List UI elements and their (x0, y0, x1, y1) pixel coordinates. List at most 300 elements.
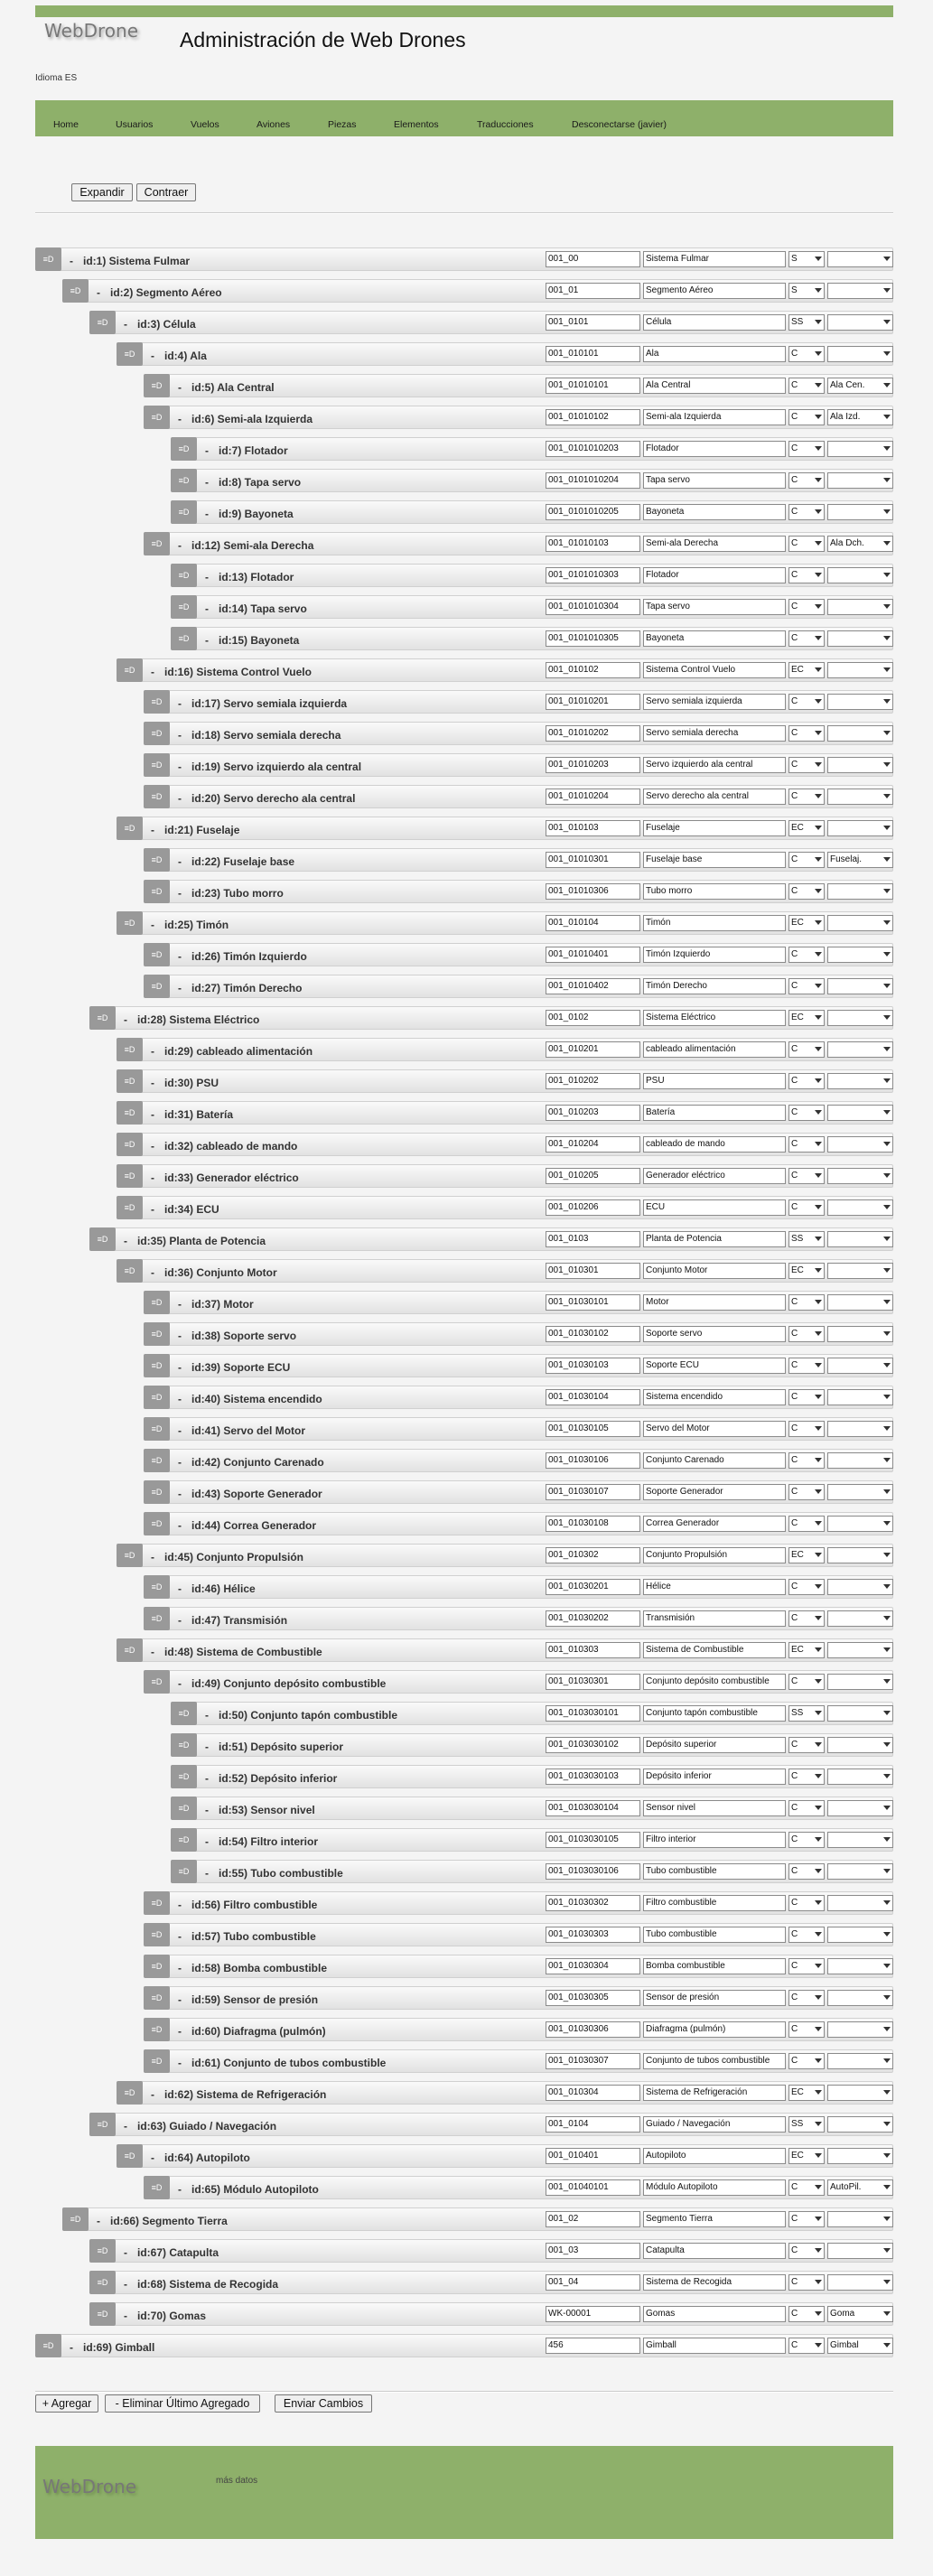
drag-handle-icon[interactable]: ≡D (144, 1354, 170, 1377)
collapse-toggle[interactable]: - (178, 1424, 182, 1437)
type-select[interactable] (788, 1800, 825, 1816)
name-input[interactable]: Célula (643, 314, 786, 331)
code-input[interactable]: 001_010301 (546, 1263, 640, 1279)
drag-handle-icon[interactable]: ≡D (117, 658, 143, 682)
drag-handle-icon[interactable]: ≡D (144, 785, 170, 808)
collapse-toggle[interactable]: - (124, 2278, 127, 2291)
code-input[interactable]: 001_010203 (546, 1105, 640, 1121)
name-input[interactable]: Semi-ala Derecha (643, 536, 786, 552)
collapse-toggle[interactable]: - (124, 2310, 127, 2322)
type-select[interactable] (788, 1294, 825, 1311)
collapse-toggle[interactable]: - (205, 1867, 209, 1880)
drag-handle-icon[interactable]: ≡D (144, 1449, 170, 1472)
category-select[interactable] (827, 2053, 893, 2069)
drag-handle-icon[interactable]: ≡D (171, 500, 197, 524)
type-select[interactable] (788, 2306, 825, 2322)
type-select[interactable] (788, 314, 825, 331)
type-select[interactable] (788, 567, 825, 583)
type-select[interactable] (788, 883, 825, 900)
name-input[interactable]: Soporte servo (643, 1326, 786, 1342)
drag-handle-icon[interactable]: ≡D (144, 1575, 170, 1599)
type-select[interactable] (788, 852, 825, 868)
nav-vuelos[interactable]: Vuelos (191, 119, 219, 130)
type-select[interactable] (788, 2338, 825, 2354)
name-input[interactable]: Sistema Fulmar (643, 251, 786, 267)
collapse-toggle[interactable]: - (178, 1330, 182, 1342)
code-input[interactable]: 001_0101010304 (546, 599, 640, 615)
category-select[interactable] (827, 2148, 893, 2164)
category-select[interactable] (827, 820, 893, 836)
name-input[interactable]: Tapa servo (643, 472, 786, 489)
type-select[interactable] (788, 1231, 825, 1247)
collapse-toggle[interactable]: - (178, 729, 182, 742)
category-select[interactable] (827, 1579, 893, 1595)
name-input[interactable]: Servo del Motor (643, 1421, 786, 1437)
collapse-toggle[interactable]: - (178, 1899, 182, 1911)
category-select[interactable] (827, 536, 893, 552)
category-select[interactable] (827, 630, 893, 647)
name-input[interactable]: Sensor de presión (643, 1990, 786, 2006)
drag-handle-icon[interactable]: ≡D (144, 1955, 170, 1978)
type-select[interactable] (788, 1199, 825, 1216)
name-input[interactable]: Conjunto Carenado (643, 1452, 786, 1469)
type-select[interactable] (788, 2211, 825, 2227)
category-select[interactable] (827, 1674, 893, 1690)
collapse-toggle[interactable]: - (151, 919, 154, 931)
code-input[interactable]: 001_010202 (546, 1073, 640, 1089)
code-input[interactable]: 001_010303 (546, 1642, 640, 1658)
collapse-toggle[interactable]: - (178, 697, 182, 710)
drag-handle-icon[interactable]: ≡D (171, 627, 197, 650)
type-select[interactable] (788, 1452, 825, 1469)
code-input[interactable]: 001_0103030102 (546, 1737, 640, 1753)
category-select[interactable] (827, 251, 893, 267)
category-select[interactable] (827, 2338, 893, 2354)
name-input[interactable]: Ala Central (643, 378, 786, 394)
drag-handle-icon[interactable]: ≡D (89, 1006, 116, 1030)
drag-handle-icon[interactable]: ≡D (144, 2018, 170, 2041)
type-select[interactable] (788, 472, 825, 489)
drag-handle-icon[interactable]: ≡D (144, 1417, 170, 1441)
drag-handle-icon[interactable]: ≡D (144, 1386, 170, 1409)
type-select[interactable] (788, 2179, 825, 2196)
code-input[interactable]: 001_0101 (546, 314, 640, 331)
type-select[interactable] (788, 1642, 825, 1658)
collapse-toggle[interactable]: - (178, 1361, 182, 1374)
category-select[interactable] (827, 1642, 893, 1658)
collapse-toggle[interactable]: - (205, 508, 209, 520)
drag-handle-icon[interactable]: ≡D (62, 2207, 89, 2231)
type-select[interactable] (788, 1579, 825, 1595)
type-select[interactable] (788, 1958, 825, 1974)
type-select[interactable] (788, 2274, 825, 2291)
category-select[interactable] (827, 314, 893, 331)
collapse-toggle[interactable]: - (124, 2120, 127, 2133)
category-select[interactable] (827, 1294, 893, 1311)
drag-handle-icon[interactable]: ≡D (89, 2113, 116, 2136)
type-select[interactable] (788, 1073, 825, 1089)
name-input[interactable]: Bayoneta (643, 630, 786, 647)
drag-handle-icon[interactable]: ≡D (117, 911, 143, 935)
nav-aviones[interactable]: Aviones (257, 119, 291, 130)
category-select[interactable] (827, 378, 893, 394)
type-select[interactable] (788, 725, 825, 742)
drag-handle-icon[interactable]: ≡D (117, 1638, 143, 1662)
collapse-toggle[interactable]: - (205, 476, 209, 489)
type-select[interactable] (788, 1136, 825, 1153)
collapse-toggle[interactable]: - (178, 1488, 182, 1500)
collapse-toggle[interactable]: - (151, 2088, 154, 2101)
collapse-toggle[interactable]: - (178, 381, 182, 394)
drag-handle-icon[interactable]: ≡D (117, 1133, 143, 1156)
code-input[interactable]: 001_0103030104 (546, 1800, 640, 1816)
collapse-toggle[interactable]: - (205, 1709, 209, 1722)
name-input[interactable]: Conjunto Propulsión (643, 1547, 786, 1563)
name-input[interactable]: Depósito inferior (643, 1769, 786, 1785)
code-input[interactable]: 001_04 (546, 2274, 640, 2291)
category-select[interactable] (827, 2211, 893, 2227)
drag-handle-icon[interactable]: ≡D (117, 817, 143, 840)
category-select[interactable] (827, 694, 893, 710)
collapse-toggle[interactable]: - (205, 571, 209, 583)
category-select[interactable] (827, 1073, 893, 1089)
drag-handle-icon[interactable]: ≡D (171, 564, 197, 587)
type-select[interactable] (788, 441, 825, 457)
type-select[interactable] (788, 1737, 825, 1753)
drag-handle-icon[interactable]: ≡D (35, 2334, 61, 2357)
code-input[interactable]: 001_010102 (546, 662, 640, 678)
name-input[interactable]: Bayoneta (643, 504, 786, 520)
drag-handle-icon[interactable]: ≡D (171, 1765, 197, 1788)
name-input[interactable]: ECU (643, 1199, 786, 1216)
drag-handle-icon[interactable]: ≡D (171, 469, 197, 492)
collapse-toggle[interactable]: - (151, 2151, 154, 2164)
name-input[interactable]: Filtro combustible (643, 1895, 786, 1911)
type-select[interactable] (788, 1610, 825, 1627)
category-select[interactable] (827, 1263, 893, 1279)
name-input[interactable]: cableado alimentación (643, 1041, 786, 1058)
code-input[interactable]: 001_010302 (546, 1547, 640, 1563)
category-select[interactable] (827, 1547, 893, 1563)
type-select[interactable] (788, 1041, 825, 1058)
collapse-toggle[interactable]: - (178, 1677, 182, 1690)
code-input[interactable]: 001_01030305 (546, 1990, 640, 2006)
type-select[interactable] (788, 504, 825, 520)
code-input[interactable]: 001_01030306 (546, 2021, 640, 2038)
category-select[interactable] (827, 1389, 893, 1405)
category-select[interactable] (827, 852, 893, 868)
drag-handle-icon[interactable]: ≡D (144, 1607, 170, 1630)
category-select[interactable] (827, 1484, 893, 1500)
collapse-toggle[interactable]: - (178, 1614, 182, 1627)
category-select[interactable] (827, 1010, 893, 1026)
type-select[interactable] (788, 820, 825, 836)
code-input[interactable]: 001_0101010305 (546, 630, 640, 647)
name-input[interactable]: Timón Izquierdo (643, 947, 786, 963)
drag-handle-icon[interactable]: ≡D (144, 1670, 170, 1694)
type-select[interactable] (788, 2148, 825, 2164)
type-select[interactable] (788, 1895, 825, 1911)
name-input[interactable]: Soporte Generador (643, 1484, 786, 1500)
type-select[interactable] (788, 1389, 825, 1405)
name-input[interactable]: Sensor nivel (643, 1800, 786, 1816)
category-select[interactable] (827, 1136, 893, 1153)
code-input[interactable]: 001_01010102 (546, 409, 640, 425)
collapse-toggle[interactable]: - (70, 2341, 73, 2354)
drag-handle-icon[interactable]: ≡D (144, 1923, 170, 1946)
nav-home[interactable]: Home (53, 119, 79, 130)
collapse-toggle[interactable]: - (205, 602, 209, 615)
type-select[interactable] (788, 1358, 825, 1374)
name-input[interactable]: Bomba combustible (643, 1958, 786, 1974)
type-select[interactable] (788, 2243, 825, 2259)
code-input[interactable]: 001_01030101 (546, 1294, 640, 1311)
drag-handle-icon[interactable]: ≡D (117, 2081, 143, 2105)
type-select[interactable] (788, 694, 825, 710)
name-input[interactable]: Motor (643, 1294, 786, 1311)
drag-handle-icon[interactable]: ≡D (117, 1069, 143, 1093)
category-select[interactable] (827, 1168, 893, 1184)
collapse-toggle[interactable]: - (178, 539, 182, 552)
category-select[interactable] (827, 599, 893, 615)
code-input[interactable]: 001_01030304 (546, 1958, 640, 1974)
category-select[interactable] (827, 1895, 893, 1911)
name-input[interactable]: PSU (643, 1073, 786, 1089)
category-select[interactable] (827, 2179, 893, 2196)
name-input[interactable]: cableado de mando (643, 1136, 786, 1153)
drag-handle-icon[interactable]: ≡D (117, 342, 143, 366)
name-input[interactable]: Módulo Autopiloto (643, 2179, 786, 2196)
category-select[interactable] (827, 1105, 893, 1121)
drag-handle-icon[interactable]: ≡D (144, 1480, 170, 1504)
name-input[interactable]: Sistema de Recogida (643, 2274, 786, 2291)
code-input[interactable]: 001_01030301 (546, 1674, 640, 1690)
drag-handle-icon[interactable]: ≡D (144, 753, 170, 777)
drag-handle-icon[interactable]: ≡D (89, 311, 116, 334)
drag-handle-icon[interactable]: ≡D (62, 279, 89, 303)
drag-handle-icon[interactable]: ≡D (144, 406, 170, 429)
send-changes-button[interactable]: Enviar Cambios (275, 2394, 372, 2413)
name-input[interactable]: Conjunto depósito combustible (643, 1674, 786, 1690)
code-input[interactable]: 001_010206 (546, 1199, 640, 1216)
drag-handle-icon[interactable]: ≡D (89, 2271, 116, 2294)
collapse-toggle[interactable]: - (178, 761, 182, 773)
type-select[interactable] (788, 251, 825, 267)
code-input[interactable]: 001_010205 (546, 1168, 640, 1184)
code-input[interactable]: 001_01030107 (546, 1484, 640, 1500)
category-select[interactable] (827, 2085, 893, 2101)
code-input[interactable]: 001_01030103 (546, 1358, 640, 1374)
code-input[interactable]: 001_0101010205 (546, 504, 640, 520)
name-input[interactable]: Guiado / Navegación (643, 2116, 786, 2133)
collapse-toggle[interactable]: - (151, 1646, 154, 1658)
nav-usuarios[interactable]: Usuarios (116, 119, 154, 130)
type-select[interactable] (788, 1705, 825, 1722)
drag-handle-icon[interactable]: ≡D (117, 1544, 143, 1567)
code-input[interactable]: 001_01030102 (546, 1326, 640, 1342)
type-select[interactable] (788, 1263, 825, 1279)
collapse-toggle[interactable]: - (178, 1456, 182, 1469)
name-input[interactable]: Tubo combustible (643, 1863, 786, 1880)
code-input[interactable]: 001_01030302 (546, 1895, 640, 1911)
type-select[interactable] (788, 2053, 825, 2069)
collapse-toggle[interactable]: - (97, 286, 100, 299)
collapse-toggle[interactable]: - (178, 1393, 182, 1405)
type-select[interactable] (788, 1484, 825, 1500)
collapse-toggle[interactable]: - (151, 1045, 154, 1058)
drag-handle-icon[interactable]: ≡D (171, 1702, 197, 1725)
collapse-toggle[interactable]: - (97, 2215, 100, 2227)
code-input[interactable]: 001_03 (546, 2243, 640, 2259)
name-input[interactable]: Tubo combustible (643, 1927, 786, 1943)
drag-handle-icon[interactable]: ≡D (144, 2049, 170, 2073)
collapse-toggle[interactable]: - (178, 2025, 182, 2038)
code-input[interactable]: 001_0101010303 (546, 567, 640, 583)
drag-handle-icon[interactable]: ≡D (35, 247, 61, 271)
code-input[interactable]: 001_0103030106 (546, 1863, 640, 1880)
category-select[interactable] (827, 1516, 893, 1532)
drag-handle-icon[interactable]: ≡D (144, 1891, 170, 1915)
drag-handle-icon[interactable]: ≡D (144, 690, 170, 714)
name-input[interactable]: Sistema encendido (643, 1389, 786, 1405)
name-input[interactable]: Conjunto de tubos combustible (643, 2053, 786, 2069)
code-input[interactable]: 001_010101 (546, 346, 640, 362)
code-input[interactable]: 001_01010203 (546, 757, 640, 773)
type-select[interactable] (788, 947, 825, 963)
collapse-toggle[interactable]: - (151, 1077, 154, 1089)
drag-handle-icon[interactable]: ≡D (144, 532, 170, 555)
type-select[interactable] (788, 915, 825, 931)
category-select[interactable] (827, 2116, 893, 2133)
type-select[interactable] (788, 978, 825, 994)
type-select[interactable] (788, 409, 825, 425)
name-input[interactable]: Flotador (643, 567, 786, 583)
category-select[interactable] (827, 2274, 893, 2291)
collapse-toggle[interactable]: - (178, 1582, 182, 1595)
code-input[interactable]: 001_01010204 (546, 789, 640, 805)
name-input[interactable]: Hélice (643, 1579, 786, 1595)
drag-handle-icon[interactable]: ≡D (117, 2144, 143, 2168)
category-select[interactable] (827, 1041, 893, 1058)
drag-handle-icon[interactable]: ≡D (144, 374, 170, 397)
collapse-toggle[interactable]: - (151, 350, 154, 362)
name-input[interactable]: Catapulta (643, 2243, 786, 2259)
type-select[interactable] (788, 1832, 825, 1848)
remove-last-button[interactable]: - Eliminar Último Agregado (105, 2394, 260, 2413)
collapse-toggle[interactable]: - (178, 982, 182, 994)
collapse-toggle[interactable]: - (151, 1551, 154, 1563)
category-select[interactable] (827, 1231, 893, 1247)
drag-handle-icon[interactable]: ≡D (117, 1101, 143, 1125)
name-input[interactable]: Autopiloto (643, 2148, 786, 2164)
drag-handle-icon[interactable]: ≡D (171, 1797, 197, 1820)
collapse-toggle[interactable]: - (178, 1993, 182, 2006)
drag-handle-icon[interactable]: ≡D (171, 437, 197, 461)
type-select[interactable] (788, 536, 825, 552)
drag-handle-icon[interactable]: ≡D (144, 943, 170, 966)
add-button[interactable]: + Agregar (35, 2394, 98, 2413)
code-input[interactable]: 001_01010202 (546, 725, 640, 742)
drag-handle-icon[interactable]: ≡D (89, 2302, 116, 2326)
drag-handle-icon[interactable]: ≡D (117, 1196, 143, 1219)
type-select[interactable] (788, 1674, 825, 1690)
collapse-toggle[interactable]: - (178, 1930, 182, 1943)
expand-button[interactable]: Expandir (71, 183, 133, 201)
category-select[interactable] (827, 504, 893, 520)
drag-handle-icon[interactable]: ≡D (171, 1733, 197, 1757)
name-input[interactable]: Conjunto tapón combustible (643, 1705, 786, 1722)
type-select[interactable] (788, 757, 825, 773)
code-input[interactable]: 001_01010103 (546, 536, 640, 552)
collapse-toggle[interactable]: - (124, 2246, 127, 2259)
drag-handle-icon[interactable]: ≡D (89, 1227, 116, 1251)
category-select[interactable] (827, 1421, 893, 1437)
category-select[interactable] (827, 725, 893, 742)
code-input[interactable]: 001_010104 (546, 915, 640, 931)
collapse-toggle[interactable]: - (178, 1519, 182, 1532)
code-input[interactable]: 001_01010101 (546, 378, 640, 394)
type-select[interactable] (788, 1547, 825, 1563)
category-select[interactable] (827, 2306, 893, 2322)
drag-handle-icon[interactable]: ≡D (144, 848, 170, 872)
collapse-toggle[interactable]: - (178, 950, 182, 963)
name-input[interactable]: Tapa servo (643, 599, 786, 615)
nav-traducciones[interactable]: Traducciones (477, 119, 534, 130)
name-input[interactable]: Sistema Eléctrico (643, 1010, 786, 1026)
collapse-toggle[interactable]: - (178, 887, 182, 900)
drag-handle-icon[interactable]: ≡D (144, 2176, 170, 2199)
drag-handle-icon[interactable]: ≡D (144, 1512, 170, 1535)
collapse-toggle[interactable]: - (205, 1741, 209, 1753)
type-select[interactable] (788, 1168, 825, 1184)
category-select[interactable] (827, 915, 893, 931)
code-input[interactable]: 001_01030202 (546, 1610, 640, 1627)
drag-handle-icon[interactable]: ≡D (144, 1986, 170, 2010)
drag-handle-icon[interactable]: ≡D (117, 1038, 143, 1061)
code-input[interactable]: 001_01030108 (546, 1516, 640, 1532)
code-input[interactable]: 001_01030201 (546, 1579, 640, 1595)
code-input[interactable]: 001_01030105 (546, 1421, 640, 1437)
name-input[interactable]: Servo semiala derecha (643, 725, 786, 742)
category-select[interactable] (827, 1832, 893, 1848)
code-input[interactable]: 001_010401 (546, 2148, 640, 2164)
name-input[interactable]: Gomas (643, 2306, 786, 2322)
name-input[interactable]: Timón Derecho (643, 978, 786, 994)
category-select[interactable] (827, 346, 893, 362)
code-input[interactable]: 001_01010401 (546, 947, 640, 963)
code-input[interactable]: 001_01010301 (546, 852, 640, 868)
category-select[interactable] (827, 472, 893, 489)
name-input[interactable]: Soporte ECU (643, 1358, 786, 1374)
code-input[interactable]: 001_01030106 (546, 1452, 640, 1469)
name-input[interactable]: Conjunto Motor (643, 1263, 786, 1279)
type-select[interactable] (788, 662, 825, 678)
collapse-toggle[interactable]: - (205, 1772, 209, 1785)
name-input[interactable]: Sistema de Combustible (643, 1642, 786, 1658)
name-input[interactable]: Planta de Potencia (643, 1231, 786, 1247)
code-input[interactable]: 001_00 (546, 251, 640, 267)
drag-handle-icon[interactable]: ≡D (89, 2239, 116, 2263)
code-input[interactable]: 001_0103030105 (546, 1832, 640, 1848)
collapse-toggle[interactable]: - (124, 1013, 127, 1026)
category-select[interactable] (827, 947, 893, 963)
code-input[interactable]: 001_01040101 (546, 2179, 640, 2196)
type-select[interactable] (788, 1105, 825, 1121)
drag-handle-icon[interactable]: ≡D (144, 880, 170, 903)
code-input[interactable]: 001_010304 (546, 2085, 640, 2101)
collapse-toggle[interactable]: - (178, 1962, 182, 1974)
name-input[interactable]: Semi-ala Izquierda (643, 409, 786, 425)
